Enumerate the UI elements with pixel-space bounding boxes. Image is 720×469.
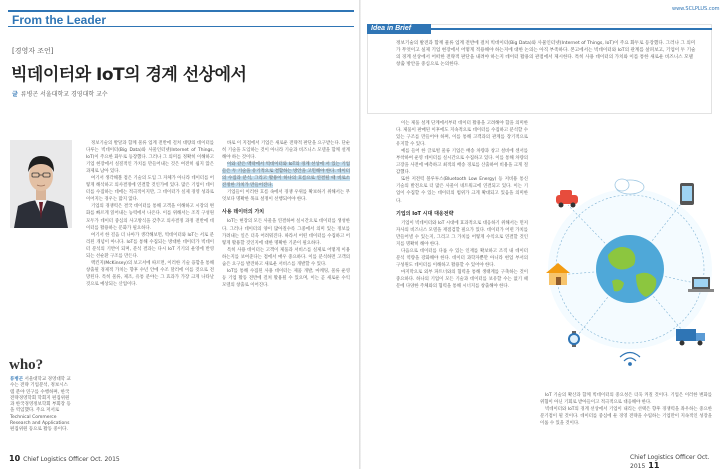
wifi-icon <box>620 353 640 366</box>
section-title: From the Leader <box>12 13 107 27</box>
footer-left <box>6 454 120 463</box>
author-bio <box>10 377 72 434</box>
paragraph: 여기서 한 걸음 더 나아가 생각해보면, 빅데이터와 IoT는 서로 분리된 개념이 아니다. IoT를 통해 수집되는 방대한 데이터가 빅데이터 분석의 기반이 되며, 분석 결과는 다시 IoT 기기의 운영에 반영되는 선순환 구조를 만든다. <box>86 232 214 259</box>
byline-author: 류병곤 서울대학교 경영대학 교수 <box>20 91 108 98</box>
bio-text: 서울대학교 경영대학 교수는 전략 기업분석, 정보시스템 분야 연구를 수행하며, 한국전략경영학회 학회지 편집위원과 한국경영정보학회 부회장 등을 역임했다. 주요 저서로 Technical Commerce Research and Applications 편집위원 등으로 활동 중이다. <box>10 377 71 433</box>
page-gutter <box>359 0 361 469</box>
article-kicker: [경영자 조언] <box>12 47 54 55</box>
paragraph: 맥킨지(McKinsey)의 보고서에 따르면, 이러한 기술 융합을 통해 창출될 경제적 가치는 향후 수년 안에 수조 달러에 이를 것으로 전망된다. 특히 물류, 제조, 유통 분야는 그 효과가 가장 크게 나타날 것으로 예상되는 산업이다. <box>86 260 214 287</box>
article-column-2 <box>222 140 350 445</box>
brief-rule <box>431 28 712 30</box>
car-icon <box>556 190 578 208</box>
page-number: 11 <box>648 461 660 469</box>
paragraph: 기업의 경쟁력은 결국 데이터를 통해 고객을 이해하고 시장의 변화를 빠르게 읽어내는 능력에서 나온다. 이를 위해서는 조직 구성원 모두가 데이터 중심의 사고방식을 갖추고 의사결정 과정 전반에 데이터를 활용하는 문화가 필요하다. <box>86 204 214 231</box>
page-number: 10 <box>9 454 21 463</box>
paragraph: 이는 제품 설계 단계에서부터 데이터 활용을 고려해야 함을 의미한다. 제품이 판매된 이후에도 지속적으로 데이터를 수집하고 분석할 수 있는 구조를 만들어야 하며, 이를 통해 고객과의 관계를 장기적으로 유지할 수 있다. <box>396 121 528 148</box>
iot-illustration <box>538 165 716 389</box>
portrait-photo <box>10 140 72 228</box>
watch-icon <box>568 331 580 347</box>
paragraph: 또한 저전력 블루투스(Bluetooth Low Energy) 등 저비용 통신 기술의 발전으로 더 많은 사물이 네트워크에 연결되고 있다. 이는 기업이 수집할 수 있는 데이터의 범위가 크게 확대되고 있음을 의미한다. <box>396 177 528 204</box>
article-column-4 <box>540 392 712 448</box>
paragraph: 기업들이 이러한 흐름 속에서 경쟁 우위를 확보하기 위해서는 무엇보다 명확한 목표 설정이 선행되어야 한다. <box>222 190 350 203</box>
magazine-name: Chief Logistics Officer Oct. 2015 <box>23 456 120 463</box>
paragraph: IoT 기술의 확산과 함께 빅데이터의 중요성은 더욱 커질 것이다. 기업은 이러한 변화를 위협이 아닌 기회로 받아들이고 적극적으로 대응해야 한다. <box>540 393 712 406</box>
highlight-text: 이와 같은 맥락에서 빅데이터와 IoT의 경계 선상에 서 있는 기업들은 두 기술을 유기적으로 결합하는 방안을 고민해야 한다. 데이터의 수집과 분석, 그리고 활용이 하나의 흐름으로 연결될 때 비로소 진정한 가치가 만들어진다. <box>222 162 350 189</box>
article-column-3 <box>396 120 528 450</box>
subheading: 기업의 IoT 시대 대응전략 <box>396 210 454 217</box>
paragraph: 특히 사용 데이터는 고객이 제품과 서비스를 실제로 어떻게 이용하는지를 보여준다는 점에서 매우 중요하다. 이를 분석하면 고객의 숨은 요구를 발견하고 새로운 서비스를 개발할 수 있다. <box>222 247 350 267</box>
paragraph: 빅데이터와 IoT의 경계 선상에서 기업이 내리는 선택은 향후 경쟁력을 좌우하는 중요한 분기점이 될 것이다. 데이터를 중심에 둔 경영 전략을 수립하는 기업만이 지속적인 성장을 이룰 수 있을 것이다. <box>540 407 712 427</box>
phone-icon <box>680 183 694 205</box>
paragraph: 예를 들어 한 글로벌 물류 기업은 배송 차량과 창고 설비에 센서를 부착하여 운영 데이터를 실시간으로 수집하고 있다. 이를 통해 차량의 고장을 사전에 예측하고 최적의 배송 경로를 산출하여 비용을 크게 절감했다. <box>396 149 528 176</box>
byline-prefix: 글 <box>12 91 18 98</box>
paragraph: IoT는 현장의 모든 사물을 연결하여 실시간으로 데이터를 생성한다. 그러나 데이터의 양이 많아질수록 그중에서 의미 있는 정보를 가려내는 일은 더욱 어려워진다. 따라서 어떤 데이터를 수집하고 어떻게 활용할 것인지에 대한 명확한 기준이 필요하다. <box>222 219 350 246</box>
bio-name: 류병곤 <box>10 377 24 382</box>
magazine-name: Chief Logistics Officer Oct. 2015 <box>630 454 710 469</box>
paragraph: 바로 이 지점에서 기업은 새로운 전략적 판단을 요구받는다. 단순히 기술을 도입하는 것이 아니라 기술과 비즈니스 모델을 함께 설계해야 하는 것이다. <box>222 141 350 161</box>
highlighted-paragraph <box>222 161 350 189</box>
site-url[interactable]: www.SCLPLUS.com <box>672 6 720 12</box>
paragraph: 기업이 빅데이터와 IoT 시대에 효과적으로 대응하기 위해서는 먼저 자사의 비즈니스 모델을 재점검할 필요가 있다. 데이터가 어떤 가치를 만들어낼 수 있는지, 그리고 그 가치를 어떻게 수익으로 연결할 것인지를 명확히 해야 한다. <box>396 220 528 247</box>
author-portrait <box>10 140 72 228</box>
article-byline <box>12 89 108 98</box>
paragraph: 다음으로 데이터를 다룰 수 있는 인재를 확보하고 조직 내 데이터 분석 역량을 강화해야 한다. 데이터 과학자뿐만 아니라 현업 부서의 구성원도 데이터를 이해하고 활용할 수 있어야 한다. <box>396 248 528 268</box>
paragraph: 마지막으로 외부 파트너와의 협력을 통해 생태계를 구축하는 것이 중요하다. 하나의 기업이 모든 기술과 데이터를 보유할 수는 없기 때문에 다양한 주체와의 협력을 통해 시너지를 창출해야 한다. <box>396 269 528 290</box>
brief-text: 정보기술의 발전과 함께 물류 업계 전반에 걸쳐 빅데이터(Big Data)와 사물인터넷(Internet of Things, IoT)이 주요 화두로 등장했다. 그러나 그 의미가 무엇이고 실제 기업 현장에서 어떻게 적용해야 하는지에 대한 논의는 아직 부족하다. 본고에서는 빅데이터와 IoT의 관계를 살펴보고, 기업이 두 기술의 경계 선상에서 어떠한 전략적 판단을 내려야 하는지 데이터 활용의 관점에서 제시한다. 특히 사용 데이터의 가치와 이를 통한 새로운 비즈니스 모델 창출 방안을 중심으로 논의한다. <box>396 41 696 67</box>
who-title: who? <box>9 357 44 373</box>
paragraph: IoT를 통해 수집된 사용 데이터는 제품 개발, 마케팅, 물류 운영 등 기업 활동 전반에 걸쳐 활용될 수 있으며, 이는 곧 새로운 수익 모델의 창출로 이어진다. <box>222 268 350 288</box>
brief-label: Idea in Brief <box>371 25 412 32</box>
footer-right <box>630 454 720 469</box>
paragraph: 여기서 생각해볼 점은 기술의 도입 그 자체가 아니라 데이터를 어떻게 해석하고 의사결정에 연결할 것인가에 있다. 많은 기업이 데이터를 수집하는 데에는 적극적이지만, 그 데이터가 실제 경영 성과로 이어지는 경우는 많지 않다. <box>86 176 214 203</box>
idea-in-brief-box <box>367 24 712 114</box>
iot-globe-graphic <box>538 165 716 389</box>
article-column-1 <box>86 140 214 445</box>
truck-icon <box>676 329 705 346</box>
paragraph: 정보기술의 발달과 함께 물류 업계 전반에 걸쳐 대량의 데이터를 다루는 빅데이터(Big Data)와 사물인터넷(Internet of Things, IoT)이 주요한 화두로 등장했다. 그러나 그 의미를 정확히 이해하고 기업 현장에서 실질적인 가치를 만들어내는 것은 여전히 쉽지 않은 과제로 남아 있다. <box>86 141 214 175</box>
subheading: 사용 데이터의 가치 <box>222 209 265 216</box>
cloud-icon <box>615 179 644 194</box>
article-headline: 빅데이터와 IoT의 경계 선상에서 <box>11 65 247 85</box>
